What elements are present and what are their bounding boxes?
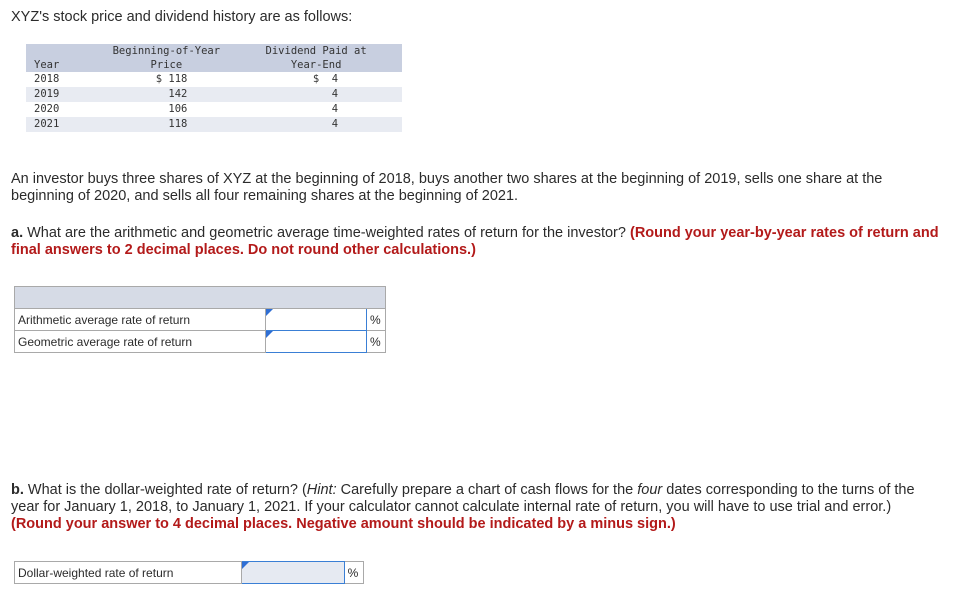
- dollar-weighted-row: [15, 562, 364, 584]
- price-cell: 118: [168, 118, 188, 130]
- table-row: [26, 72, 402, 87]
- percent-unit: %: [344, 562, 363, 584]
- arithmetic-label: Arithmetic average rate of return: [15, 309, 266, 331]
- part-a-answer-table: [14, 286, 386, 353]
- scenario-text: An investor buys three shares of XYZ at the beginning of 2018, buys another two shares at the beginning of 2019, sells one share at the beginning of 2020, and sells all four remaining shares at the beginning of 2021.: [11, 171, 883, 204]
- part-b-answer-table: [14, 561, 364, 584]
- part-a-instruction: (Round your year-by-year rates of return and final answers to 2 decimal places. Do not round other calculations.): [11, 225, 939, 258]
- table-row: [26, 87, 402, 102]
- percent-unit: %: [367, 331, 386, 353]
- part-b-question: b. What is the dollar-weighted rate of return? (Hint: Carefully prepare a chart of cash flows for the four dates corresponding to the turns of the year for January 1, 2018, to January 1, 2021. If your calculator cannot calculate internal rate of return, you will have to use trial and error.) (Round your answer to 4 decimal places. Negative amount should be indicated by a minus sign.): [11, 482, 915, 532]
- header-year: Year: [26, 44, 102, 72]
- dividend-cell: 4: [331, 103, 339, 115]
- dividend-cell: 4: [331, 88, 339, 100]
- dividend-cell: 4: [331, 118, 339, 130]
- year-cell: 2019: [26, 87, 102, 102]
- dollar-weighted-label: Dollar-weighted rate of return: [15, 562, 242, 584]
- table-row: [26, 102, 402, 117]
- part-b-instruction: (Round your answer to 4 decimal places. Negative amount should be indicated by a minus sign.): [11, 516, 676, 532]
- price-cell: 106: [168, 103, 188, 115]
- intro-text: XYZ's stock price and dividend history are as follows:: [11, 9, 353, 25]
- table-row: [26, 117, 402, 132]
- year-cell: 2021: [26, 117, 102, 132]
- part-a-question: a. What are the arithmetic and geometric average time-weighted rates of return for the investor? (Round your year-by-year rates of return and final answers to 2 decimal places. Do not round other calculations.): [11, 225, 939, 258]
- dividend-cell: $ 4: [312, 73, 339, 85]
- input-marker-icon: [242, 562, 249, 569]
- arithmetic-average-input[interactable]: [266, 309, 370, 330]
- percent-unit: %: [367, 309, 386, 331]
- year-cell: 2018: [26, 72, 102, 87]
- input-marker-icon: [266, 331, 273, 338]
- stock-history-table: [26, 44, 402, 132]
- geometric-label: Geometric average rate of return: [15, 331, 266, 353]
- header-dividend: Dividend Paid at Year-End: [230, 44, 402, 72]
- year-cell: 2020: [26, 102, 102, 117]
- header-price: Beginning-of-Year Price: [102, 44, 230, 72]
- geometric-row: [15, 331, 386, 353]
- price-cell: $ 118: [155, 73, 188, 85]
- geometric-average-input[interactable]: [266, 331, 370, 352]
- price-cell: 142: [168, 88, 188, 100]
- input-marker-icon: [266, 309, 273, 316]
- arithmetic-row: [15, 309, 386, 331]
- dollar-weighted-input[interactable]: [242, 562, 348, 583]
